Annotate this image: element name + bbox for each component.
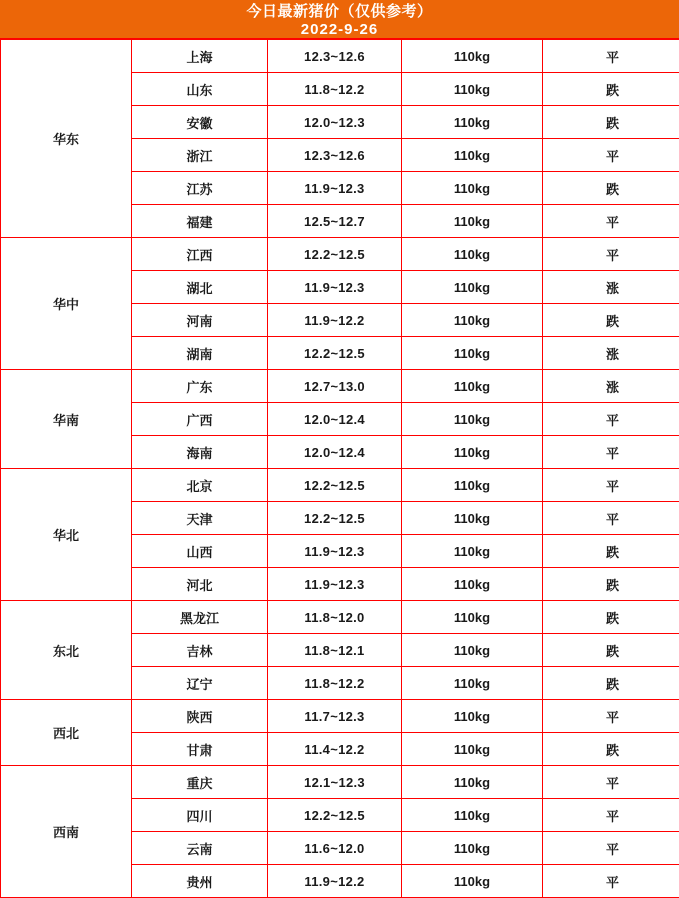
price-cell: 11.7~12.3 — [268, 700, 402, 733]
province-cell: 海南 — [132, 436, 268, 469]
region-cell: 华东 — [1, 40, 132, 238]
page-title: 今日最新猪价（仅供参考） — [0, 0, 679, 21]
province-cell: 上海 — [132, 40, 268, 73]
price-cell: 11.8~12.2 — [268, 73, 402, 106]
region-cell: 东北 — [1, 601, 132, 700]
trend-cell: 跌 — [543, 172, 679, 205]
price-cell: 11.9~12.2 — [268, 865, 402, 898]
weight-cell: 110kg — [402, 766, 543, 799]
table-row — [1, 238, 679, 271]
province-cell: 甘肃 — [132, 733, 268, 766]
trend-cell: 平 — [543, 40, 679, 73]
table-row — [1, 40, 679, 73]
province-cell: 广东 — [132, 370, 268, 403]
price-cell: 12.7~13.0 — [268, 370, 402, 403]
trend-cell: 跌 — [543, 568, 679, 601]
weight-cell: 110kg — [402, 634, 543, 667]
weight-cell: 110kg — [402, 436, 543, 469]
price-cell: 12.0~12.4 — [268, 436, 402, 469]
price-cell: 11.4~12.2 — [268, 733, 402, 766]
trend-cell: 跌 — [543, 106, 679, 139]
weight-cell: 110kg — [402, 568, 543, 601]
province-cell: 广西 — [132, 403, 268, 436]
price-cell: 11.9~12.3 — [268, 568, 402, 601]
price-cell: 11.8~12.1 — [268, 634, 402, 667]
trend-cell: 涨 — [543, 271, 679, 304]
price-cell: 12.2~12.5 — [268, 337, 402, 370]
date-label: 2022-9-26 — [0, 21, 679, 39]
province-cell: 辽宁 — [132, 667, 268, 700]
province-cell: 湖南 — [132, 337, 268, 370]
province-cell: 云南 — [132, 832, 268, 865]
price-cell: 11.9~12.3 — [268, 271, 402, 304]
trend-cell: 平 — [543, 139, 679, 172]
trend-cell: 跌 — [543, 601, 679, 634]
weight-cell: 110kg — [402, 535, 543, 568]
weight-cell: 110kg — [402, 40, 543, 73]
price-cell: 12.3~12.6 — [268, 139, 402, 172]
province-cell: 北京 — [132, 469, 268, 502]
weight-cell: 110kg — [402, 700, 543, 733]
province-cell: 山东 — [132, 73, 268, 106]
price-cell: 12.3~12.6 — [268, 40, 402, 73]
region-cell: 华南 — [1, 370, 132, 469]
price-cell: 11.8~12.2 — [268, 667, 402, 700]
province-cell: 浙江 — [132, 139, 268, 172]
trend-cell: 平 — [543, 436, 679, 469]
trend-cell: 跌 — [543, 634, 679, 667]
trend-cell: 跌 — [543, 667, 679, 700]
price-cell: 12.0~12.4 — [268, 403, 402, 436]
province-cell: 天津 — [132, 502, 268, 535]
price-cell: 12.5~12.7 — [268, 205, 402, 238]
trend-cell: 平 — [543, 700, 679, 733]
weight-cell: 110kg — [402, 238, 543, 271]
trend-cell: 跌 — [543, 733, 679, 766]
trend-cell: 跌 — [543, 535, 679, 568]
weight-cell: 110kg — [402, 205, 543, 238]
weight-cell: 110kg — [402, 304, 543, 337]
region-cell: 华北 — [1, 469, 132, 601]
province-cell: 吉林 — [132, 634, 268, 667]
trend-cell: 跌 — [543, 304, 679, 337]
price-cell: 11.6~12.0 — [268, 832, 402, 865]
weight-cell: 110kg — [402, 271, 543, 304]
price-cell: 12.0~12.3 — [268, 106, 402, 139]
trend-cell: 平 — [543, 502, 679, 535]
table-row — [1, 469, 679, 502]
province-cell: 河北 — [132, 568, 268, 601]
region-cell: 西南 — [1, 766, 132, 898]
province-cell: 陕西 — [132, 700, 268, 733]
region-cell: 西北 — [1, 700, 132, 766]
trend-cell: 涨 — [543, 337, 679, 370]
table-row — [1, 700, 679, 733]
weight-cell: 110kg — [402, 601, 543, 634]
trend-cell: 平 — [543, 865, 679, 898]
weight-cell: 110kg — [402, 799, 543, 832]
trend-cell: 平 — [543, 238, 679, 271]
price-table-body — [1, 40, 679, 898]
weight-cell: 110kg — [402, 667, 543, 700]
weight-cell: 110kg — [402, 502, 543, 535]
price-cell: 11.9~12.3 — [268, 172, 402, 205]
province-cell: 福建 — [132, 205, 268, 238]
table-row — [1, 601, 679, 634]
province-cell: 河南 — [132, 304, 268, 337]
trend-cell: 平 — [543, 832, 679, 865]
province-cell: 湖北 — [132, 271, 268, 304]
table-row — [1, 766, 679, 799]
trend-cell: 跌 — [543, 73, 679, 106]
trend-cell: 平 — [543, 799, 679, 832]
weight-cell: 110kg — [402, 337, 543, 370]
price-cell: 12.2~12.5 — [268, 238, 402, 271]
weight-cell: 110kg — [402, 403, 543, 436]
weight-cell: 110kg — [402, 73, 543, 106]
price-cell: 12.2~12.5 — [268, 799, 402, 832]
weight-cell: 110kg — [402, 733, 543, 766]
price-cell: 11.9~12.3 — [268, 535, 402, 568]
province-cell: 四川 — [132, 799, 268, 832]
weight-cell: 110kg — [402, 106, 543, 139]
price-cell: 12.1~12.3 — [268, 766, 402, 799]
province-cell: 重庆 — [132, 766, 268, 799]
province-cell: 黑龙江 — [132, 601, 268, 634]
price-cell: 12.2~12.5 — [268, 469, 402, 502]
trend-cell: 平 — [543, 469, 679, 502]
province-cell: 安徽 — [132, 106, 268, 139]
province-cell: 江西 — [132, 238, 268, 271]
province-cell: 贵州 — [132, 865, 268, 898]
weight-cell: 110kg — [402, 832, 543, 865]
price-cell: 11.8~12.0 — [268, 601, 402, 634]
trend-cell: 平 — [543, 766, 679, 799]
weight-cell: 110kg — [402, 139, 543, 172]
weight-cell: 110kg — [402, 172, 543, 205]
weight-cell: 110kg — [402, 469, 543, 502]
trend-cell: 平 — [543, 205, 679, 238]
province-cell: 山西 — [132, 535, 268, 568]
trend-cell: 涨 — [543, 370, 679, 403]
table-row — [1, 370, 679, 403]
weight-cell: 110kg — [402, 370, 543, 403]
weight-cell: 110kg — [402, 865, 543, 898]
price-table — [0, 39, 679, 898]
price-cell: 11.9~12.2 — [268, 304, 402, 337]
trend-cell: 平 — [543, 403, 679, 436]
price-cell: 12.2~12.5 — [268, 502, 402, 535]
region-cell: 华中 — [1, 238, 132, 370]
province-cell: 江苏 — [132, 172, 268, 205]
